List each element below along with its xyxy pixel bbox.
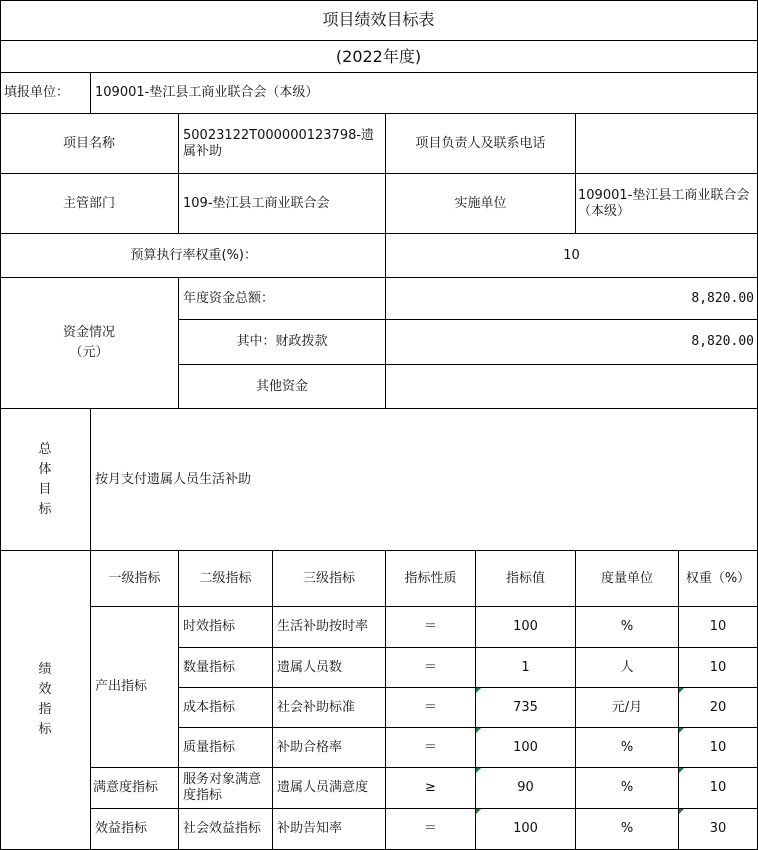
row-nature: ＝ xyxy=(386,728,476,768)
row-weight: 30 xyxy=(679,809,758,850)
row-value: 100 xyxy=(476,809,576,850)
row-level2: 服务对象满意度指标 xyxy=(179,768,273,809)
perf-label-char: 指 xyxy=(38,702,52,717)
row-weight: 10 xyxy=(679,728,758,768)
goal-label-char: 总 xyxy=(38,441,52,457)
impl-value: 109001-垫江县工商业联合会（本级） xyxy=(576,174,758,234)
goal-label-char: 目 xyxy=(38,481,52,497)
annual-total-value: 8,820.00 xyxy=(386,278,758,320)
other-funds-label: 其他资金 xyxy=(179,365,386,409)
header-value: 指标值 xyxy=(476,551,576,607)
unit-label: 填报单位： xyxy=(0,73,91,114)
row-nature: ＝ xyxy=(386,688,476,728)
header-level1: 一级指标 xyxy=(91,551,179,607)
row-value: 90 xyxy=(476,768,576,809)
row-unit: % xyxy=(576,768,679,809)
row-nature: ＝ xyxy=(386,809,476,850)
row-level3: 补助告知率 xyxy=(273,809,386,850)
row-unit: % xyxy=(576,607,679,648)
row-level3: 社会补助标准 xyxy=(273,688,386,728)
contact-label: 项目负责人及联系电话 xyxy=(386,114,576,174)
perf-label xyxy=(0,551,91,850)
fiscal-label: 其中：财政拨款 xyxy=(179,320,386,365)
header-weight: 权重（%） xyxy=(679,551,758,607)
row-level2: 成本指标 xyxy=(179,688,273,728)
row-level2: 数量指标 xyxy=(179,648,273,688)
budget-weight-value: 10 xyxy=(386,234,758,278)
goal-label-char: 体 xyxy=(38,461,52,477)
header-level3: 三级指标 xyxy=(273,551,386,607)
project-name-label: 项目名称 xyxy=(0,114,179,174)
funds-label-line1: 资金情况 xyxy=(62,325,115,340)
perf-label-char: 效 xyxy=(38,682,52,697)
funds-label-line2: （元） xyxy=(69,345,109,360)
row-unit: % xyxy=(576,728,679,768)
header-level2: 二级指标 xyxy=(179,551,273,607)
goal-label-char: 标 xyxy=(38,501,52,517)
row-unit: 元/月 xyxy=(576,688,679,728)
row-level2: 时效指标 xyxy=(179,607,273,648)
row-value: 1 xyxy=(476,648,576,688)
level1-output: 产出指标 xyxy=(91,607,179,768)
unit-value: 109001-垫江县工商业联合会（本级） xyxy=(91,73,758,114)
project-name-value: 50023122T000000123798-遗属补助 xyxy=(179,114,386,174)
header-unit: 度量单位 xyxy=(576,551,679,607)
perf-label-char: 绩 xyxy=(38,662,52,677)
dept-value: 109-垫江县工商业联合会 xyxy=(179,174,386,234)
row-weight: 10 xyxy=(679,607,758,648)
row-weight: 20 xyxy=(679,688,758,728)
other-funds-value xyxy=(386,365,758,409)
goal-label xyxy=(0,409,91,551)
row-level2: 社会效益指标 xyxy=(179,809,273,850)
contact-value xyxy=(576,114,758,174)
row-nature: ＝ xyxy=(386,648,476,688)
row-level3: 补助合格率 xyxy=(273,728,386,768)
dept-label: 主管部门 xyxy=(0,174,179,234)
budget-weight-label: 预算执行率权重(%)： xyxy=(0,234,386,278)
row-value: 100 xyxy=(476,607,576,648)
row-level3: 遗属人员数 xyxy=(273,648,386,688)
row-weight: 10 xyxy=(679,768,758,809)
annual-total-label: 年度资金总额： xyxy=(179,278,386,320)
sheet-title: 项目绩效目标表 xyxy=(0,0,758,41)
impl-label: 实施单位 xyxy=(386,174,576,234)
row-unit: % xyxy=(576,809,679,850)
row-level3: 遗属人员满意度 xyxy=(273,768,386,809)
header-nature: 指标性质 xyxy=(386,551,476,607)
row-weight: 10 xyxy=(679,648,758,688)
funds-label xyxy=(0,278,179,409)
row-unit: 人 xyxy=(576,648,679,688)
goal-value: 按月支付遗属人员生活补助 xyxy=(91,409,758,551)
row-nature: ＝ xyxy=(386,607,476,648)
level1-benefit: 效益指标 xyxy=(91,809,179,850)
sheet-year: (2022年度) xyxy=(0,41,758,73)
row-nature: ≥ xyxy=(386,768,476,809)
perf-label-char: 标 xyxy=(38,722,52,737)
row-level3: 生活补助按时率 xyxy=(273,607,386,648)
row-level2: 质量指标 xyxy=(179,728,273,768)
row-value: 735 xyxy=(476,688,576,728)
row-value: 100 xyxy=(476,728,576,768)
level1-satisfaction: 满意度指标 xyxy=(91,768,179,809)
fiscal-value: 8,820.00 xyxy=(386,320,758,365)
